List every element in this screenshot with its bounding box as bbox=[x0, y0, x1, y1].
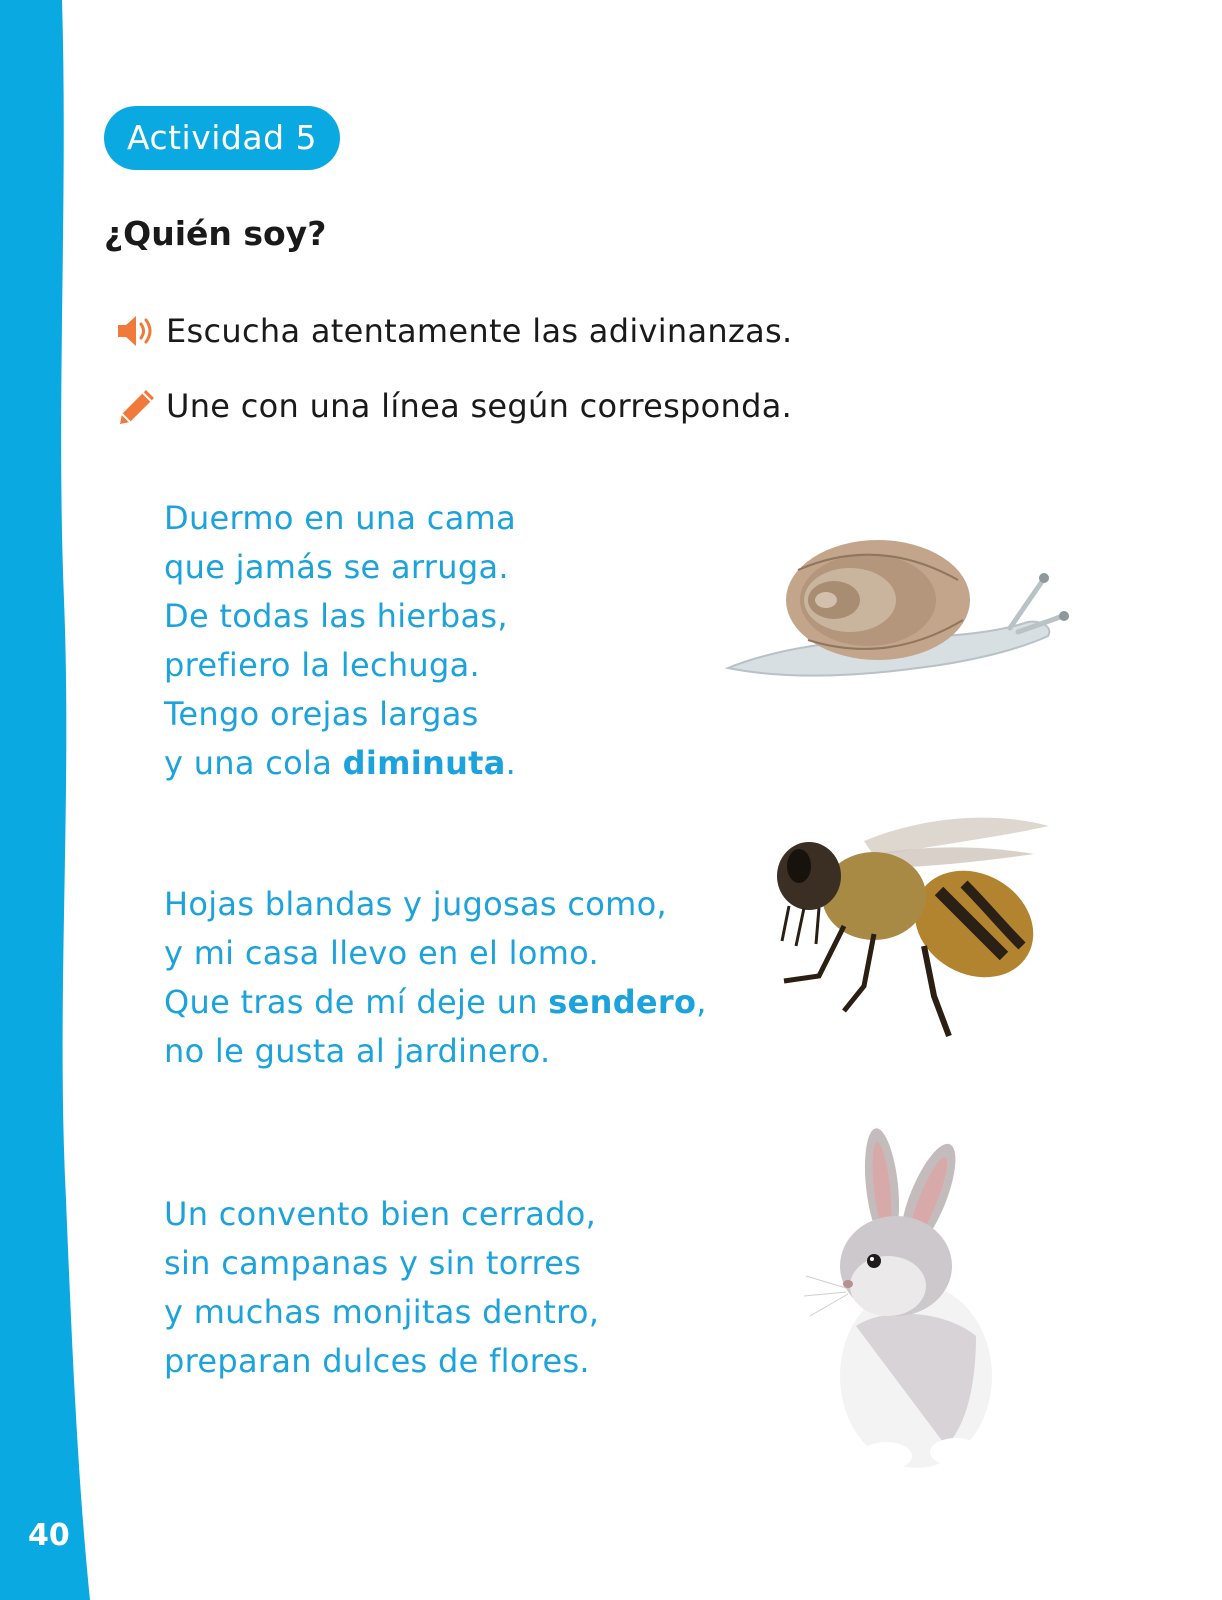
riddle-line: De todas las hierbas, bbox=[164, 597, 508, 635]
instruction-text: Escucha atentamente las adivinanzas. bbox=[166, 312, 793, 350]
riddle-line: y una cola diminuta. bbox=[164, 744, 517, 782]
riddle-1 bbox=[164, 494, 516, 788]
riddle-line: y mi casa llevo en el lomo. bbox=[164, 934, 599, 972]
riddle-line: sin campanas y sin torres bbox=[164, 1244, 582, 1282]
bee-image bbox=[764, 796, 1064, 1056]
snail-image bbox=[718, 540, 1078, 700]
bold-word: sendero bbox=[548, 983, 697, 1021]
page-title: ¿Quién soy? bbox=[104, 214, 327, 253]
riddle-line: preparan dulces de flores. bbox=[164, 1342, 590, 1380]
instruction-text: Une con una línea según corresponda. bbox=[166, 387, 793, 425]
riddle-line: Que tras de mí deje un sendero, bbox=[164, 983, 707, 1021]
riddle-line: y muchas monjitas dentro, bbox=[164, 1293, 600, 1331]
activity-label: Actividad 5 bbox=[104, 106, 340, 170]
pencil-icon bbox=[116, 386, 158, 426]
bold-word: diminuta bbox=[342, 744, 506, 782]
instruction-listen bbox=[116, 311, 792, 351]
riddle-line: Un convento bien cerrado, bbox=[164, 1195, 597, 1233]
riddle-line: Duermo en una cama bbox=[164, 499, 516, 537]
riddle-line: no le gusta al jardinero. bbox=[164, 1032, 551, 1070]
riddle-line: Tengo orejas largas bbox=[164, 695, 479, 733]
riddle-2 bbox=[164, 880, 707, 1076]
riddle-line: Hojas blandas y jugosas como, bbox=[164, 885, 667, 923]
speaker-icon bbox=[116, 311, 158, 351]
rabbit-image bbox=[796, 1126, 1016, 1476]
page-number: 40 bbox=[28, 1518, 70, 1553]
riddle-3 bbox=[164, 1190, 599, 1386]
side-band bbox=[0, 0, 110, 1600]
instruction-draw bbox=[116, 386, 792, 426]
riddle-line: que jamás se arruga. bbox=[164, 548, 509, 586]
riddle-line: prefiero la lechuga. bbox=[164, 646, 480, 684]
